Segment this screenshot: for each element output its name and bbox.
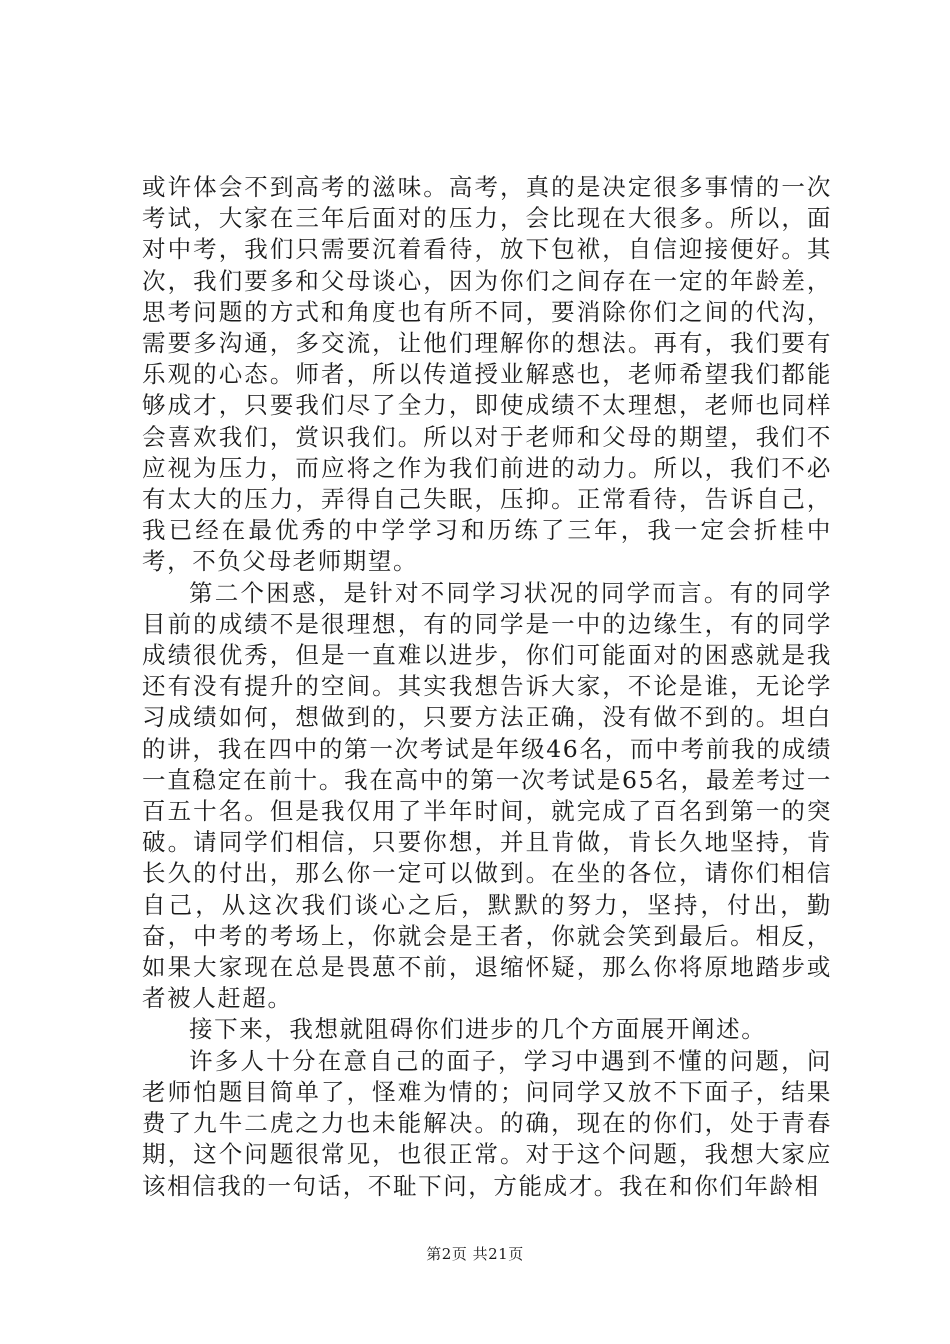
paragraph-4: 许多人十分在意自己的面子，学习中遇到不懂的问题，问老师怕题目简单了，怪难为情的；问同学又放不下面子，结果费了九牛二虎之力也未能解决。的确，现在的你们，处于青春期，这个问题很常见，也很正常。对于这个问题，我想大家应该相信我的一句话，不耻下问，方能成才。我在和你们年龄相 bbox=[142, 1046, 832, 1200]
paragraph-3: 接下来，我想就阻碍你们进步的几个方面展开阐述。 bbox=[189, 1015, 767, 1044]
document-body bbox=[142, 172, 832, 1202]
page-number-footer: 第2页 共21页 bbox=[426, 1245, 524, 1263]
paragraph-1: 或许体会不到高考的滋味。高考，真的是决定很多事情的一次考试，大家在三年后面对的压力，会比现在大很多。所以，面对中考，我们只需要沉着看待，放下包袱，自信迎接便好。其次，我们要多和父母谈心，因为你们之间存在一定的年龄差，思考问题的方式和角度也有所不同，要消除你们之间的代沟，需要多沟通，多交流，让他们理解你的想法。再有，我们要有乐观的心态。师者，所以传道授业解惑也，老师希望我们都能够成才，只要我们尽了全力，即使成绩不太理想，老师也同样会喜欢我们，赏识我们。所以对于老师和父母的期望，我们不应视为压力，而应将之作为我们前进的动力。所以，我们不必有太大的压力，弄得自己失眠，压抑。正常看待，告诉自己，我已经在最优秀的中学学习和历练了三年，我一定会折桂中考，不负父母老师期望。 bbox=[142, 173, 832, 576]
paragraph-2: 第二个困惑，是针对不同学习状况的同学而言。有的同学目前的成绩不是很理想，有的同学是一中的边缘生，有的同学成绩很优秀，但是一直难以进步，你们可能面对的困惑就是我还有没有提升的空间。其实我想告诉大家，不论是谁，无论学习成绩如何，想做到的，只要方法正确，没有做不到的。坦白的讲，我在四中的第一次考试是年级46名，而中考前我的成绩一直稳定在前十。我在高中的第一次考试是65名，最差考过一百五十名。但是我仅用了半年时间，就完成了百名到第一的突破。请同学们相信，只要你想，并且肯做，肯长久地坚持，肯长久的付出，那么你一定可以做到。在坐的各位，请你们相信自己，从这次我们谈心之后，默默的努力，坚持，付出，勤奋，中考的考场上，你就会是王者，你就会笑到最后。相反，如果大家现在总是畏葸不前，退缩怀疑，那么你将原地踏步或者被人赶超。 bbox=[142, 578, 832, 1013]
